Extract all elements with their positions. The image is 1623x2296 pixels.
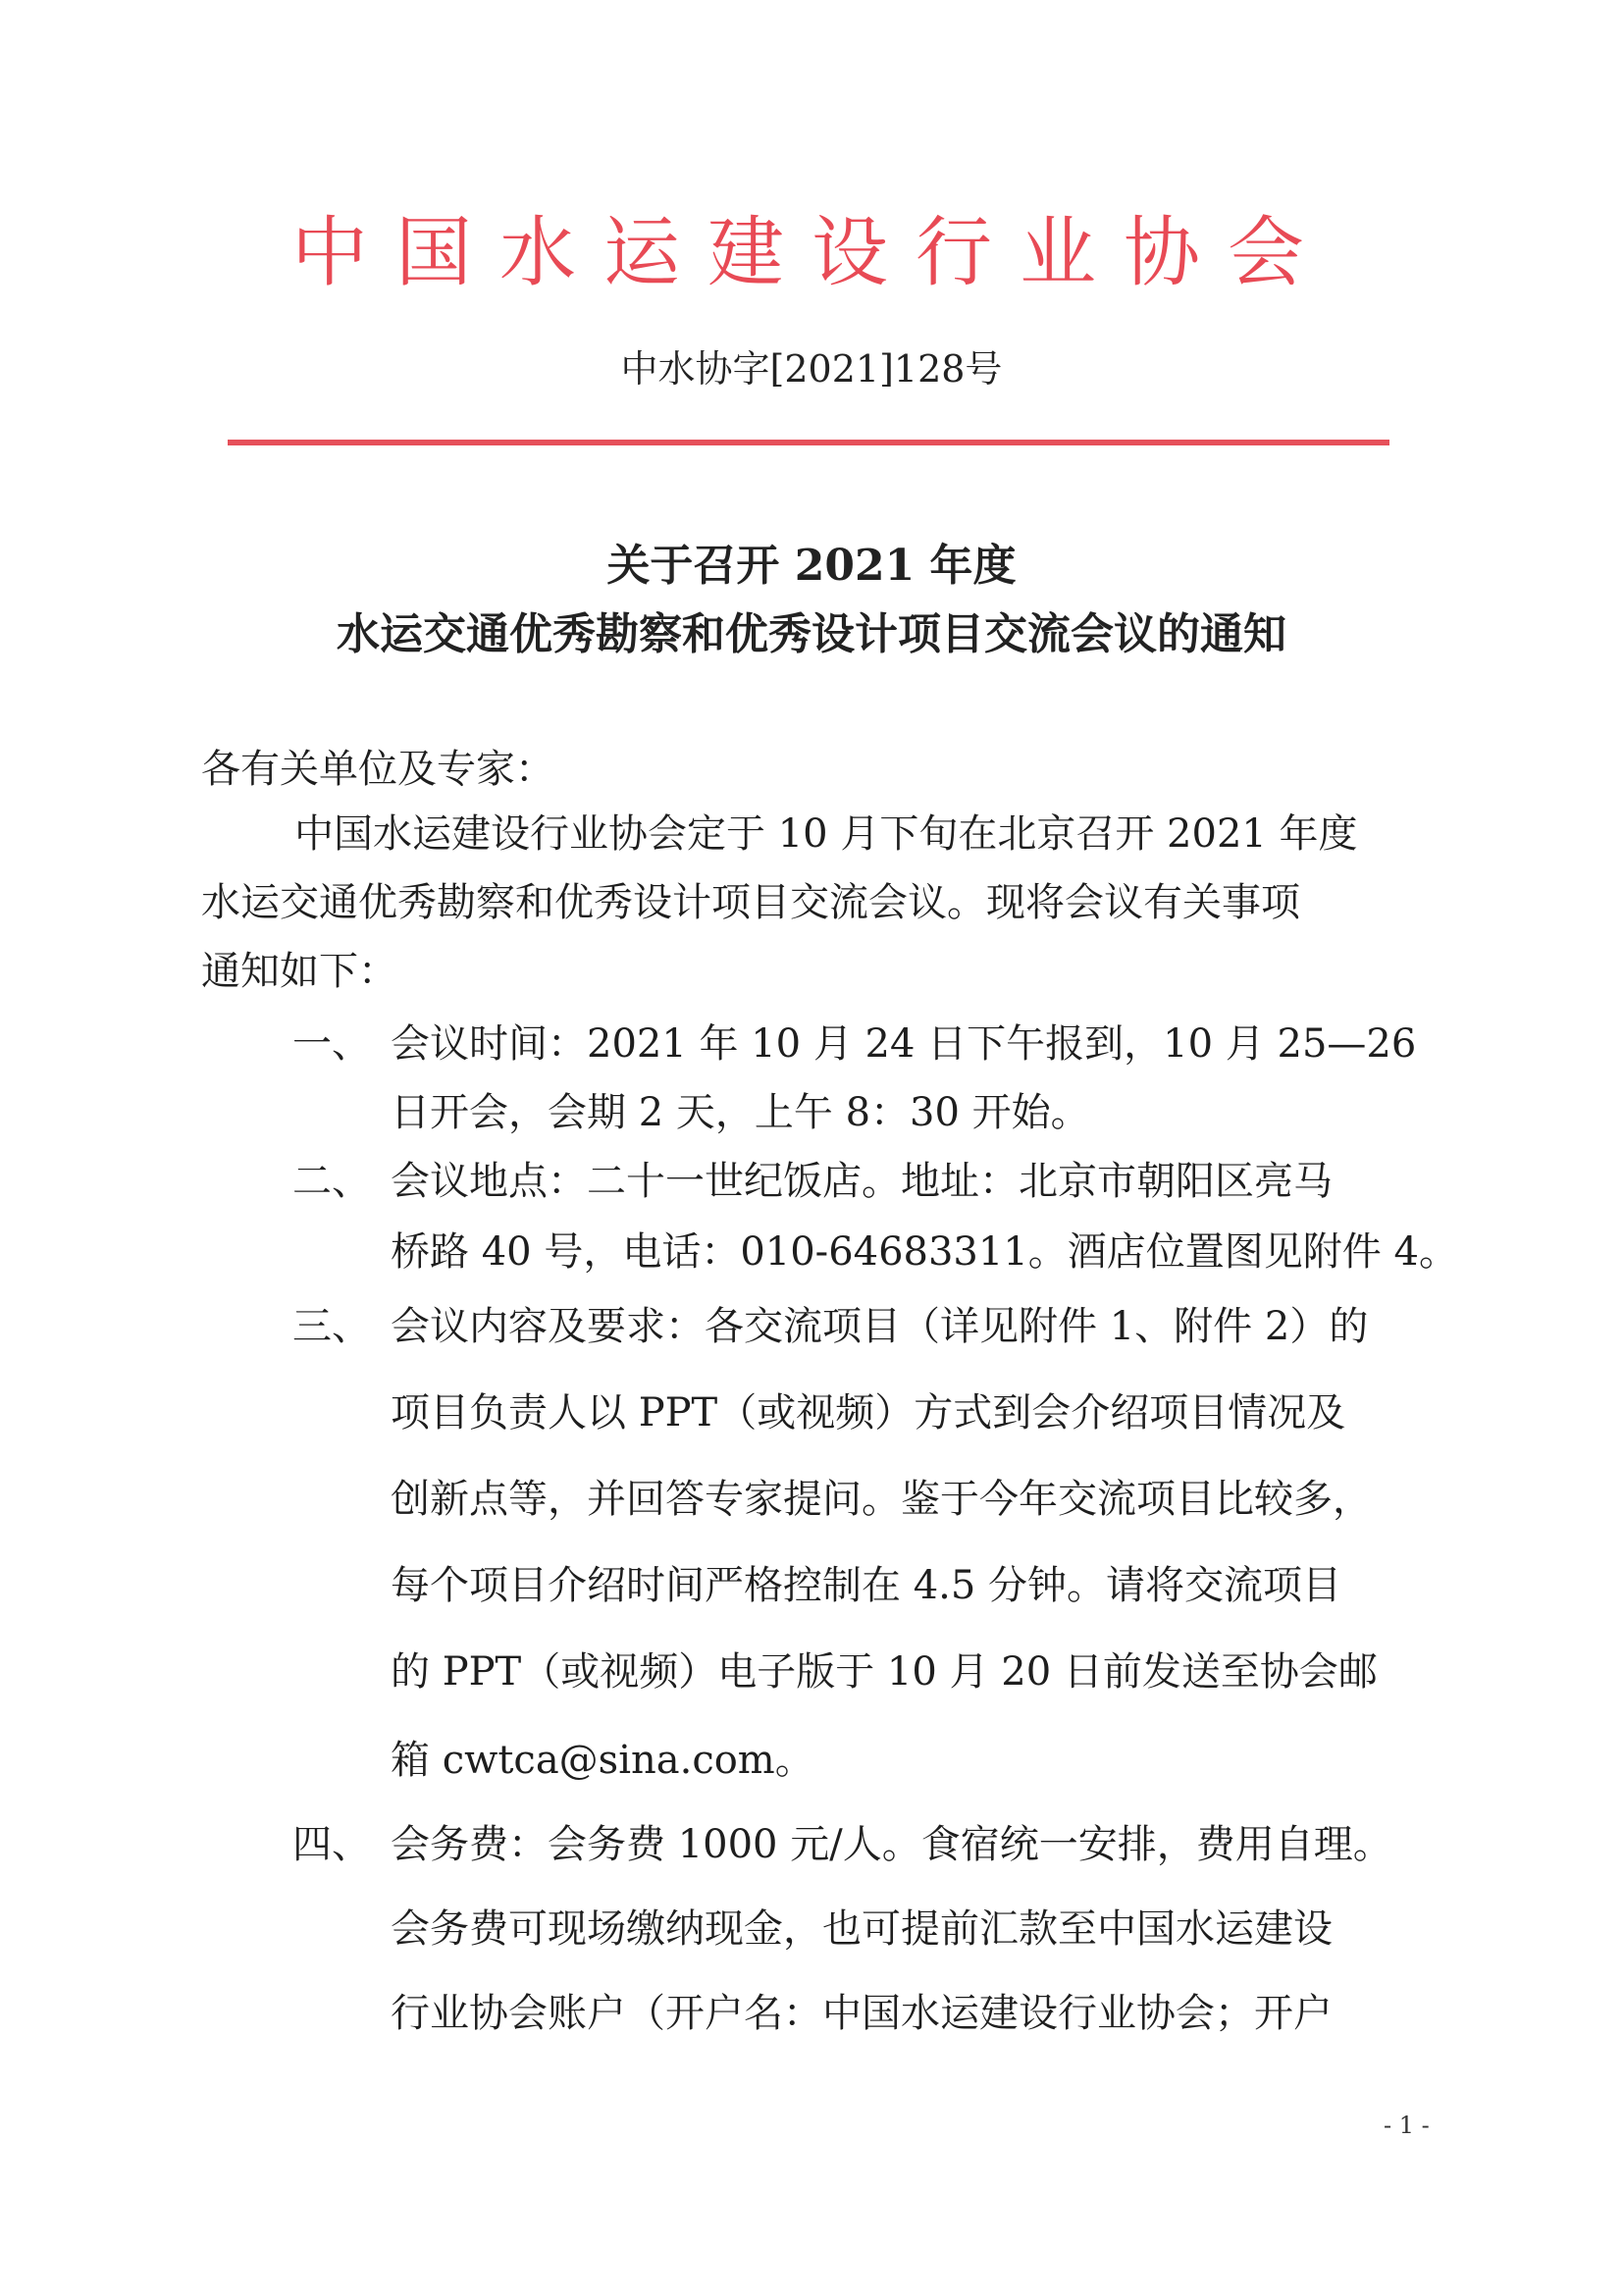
document-number: 中水协字[2021]128号: [620, 347, 1003, 391]
salutation: 各有关单位及专家：: [201, 747, 554, 792]
page-number: - 1 -: [1384, 2112, 1430, 2139]
red-divider-line: [228, 440, 1389, 445]
item-line: 会议地点：二十一世纪饭店。地址：北京市朝阳区亮马: [391, 1159, 1333, 1204]
item-number: 四、: [292, 1822, 371, 1867]
item-line: 项目负责人以 PPT（或视频）方式到会介绍项目情况及: [391, 1390, 1346, 1435]
item-line: 会议内容及要求：各交流项目（详见附件 1、附件 2）的: [391, 1304, 1369, 1349]
item-line: 桥路 40 号，电话：010-64683311。酒店位置图见附件 4。: [391, 1229, 1458, 1275]
notice-title-line-1: 关于召开 2021 年度: [606, 541, 1017, 591]
item-number: 二、: [292, 1159, 371, 1204]
item-line: 每个项目介绍时间严格控制在 4.5 分钟。请将交流项目: [391, 1563, 1342, 1608]
item-number: 三、: [292, 1304, 371, 1349]
intro-line: 中国水运建设行业协会定于 10 月下旬在北京召开 2021 年度: [294, 811, 1358, 857]
item-line: 会务费：会务费 1000 元/人。食宿统一安排，费用自理。: [391, 1822, 1392, 1867]
item-line: 会务费可现场缴纳现金，也可提前汇款至中国水运建设: [391, 1906, 1333, 1952]
organization-letterhead: 中国水运建设行业协会: [290, 209, 1332, 297]
item-line: 创新点等，并回答专家提问。鉴于今年交流项目比较多，: [391, 1477, 1372, 1522]
item-line: 行业协会账户（开户名：中国水运建设行业协会；开户: [391, 1991, 1333, 2036]
notice-title-line-2: 水运交通优秀勘察和优秀设计项目交流会议的通知: [337, 609, 1286, 659]
item-line: 箱 cwtca@sina.com。: [391, 1738, 814, 1783]
intro-line: 通知如下：: [201, 949, 397, 994]
item-line: 会议时间：2021 年 10 月 24 日下午报到，10 月 25—26: [391, 1021, 1417, 1067]
item-number: 一、: [292, 1021, 371, 1067]
intro-line: 水运交通优秀勘察和优秀设计项目交流会议。现将会议有关事项: [201, 880, 1300, 925]
item-line: 的 PPT（或视频）电子版于 10 月 20 日前发送至协会邮: [391, 1649, 1378, 1695]
item-line: 日开会，会期 2 天，上午 8：30 开始。: [391, 1090, 1090, 1135]
